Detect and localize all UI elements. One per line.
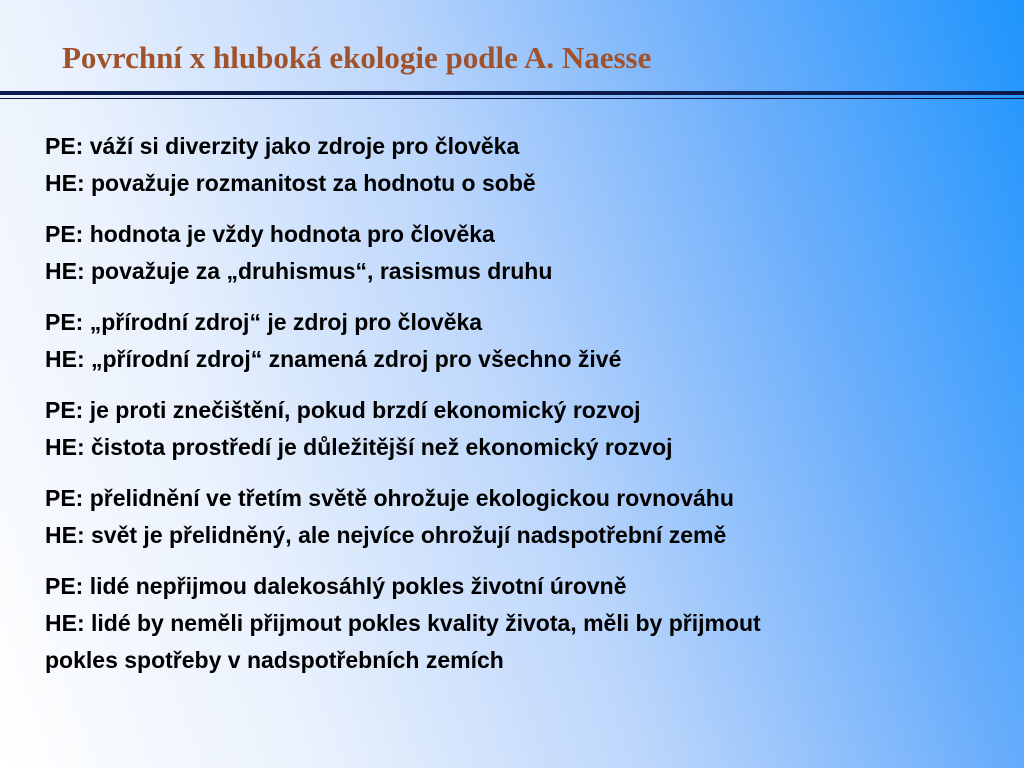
pe-statement: PE: hodnota je vždy hodnota pro člověka (45, 221, 495, 247)
he-statement: HE: „přírodní zdroj“ znamená zdroj pro všechno živé (45, 346, 622, 372)
pe-statement: PE: je proti znečištění, pokud brzdí ekonomický rozvoj (45, 397, 641, 423)
comparison-pair (45, 480, 1005, 554)
comparison-pair (45, 392, 1005, 466)
comparison-pair (45, 568, 1005, 679)
comparison-pair (45, 128, 1005, 202)
title-divider-thick (0, 91, 1024, 95)
comparison-pair (45, 304, 1005, 378)
title-divider-thin (0, 98, 1024, 99)
he-statement-continued: pokles spotřeby v nadspotřebních zemích (45, 647, 504, 673)
pe-statement: PE: váží si diverzity jako zdroje pro člověka (45, 133, 520, 159)
pe-statement: PE: přelidnění ve třetím světě ohrožuje ekologickou rovnováhu (45, 485, 734, 511)
he-statement: HE: svět je přelidněný, ale nejvíce ohrožují nadspotřební země (45, 522, 727, 548)
comparison-list (45, 128, 1005, 693)
comparison-pair (45, 216, 1005, 290)
pe-statement: PE: „přírodní zdroj“ je zdroj pro člověka (45, 309, 483, 335)
he-statement: HE: lidé by neměli přijmout pokles kvality života, měli by přijmout (45, 610, 761, 636)
slide-title: Povrchní x hluboká ekologie podle A. Naesse (62, 40, 652, 75)
he-statement: HE: považuje rozmanitost za hodnotu o sobě (45, 170, 536, 196)
he-statement: HE: čistota prostředí je důležitější než ekonomický rozvoj (45, 434, 673, 460)
pe-statement: PE: lidé nepřijmou dalekosáhlý pokles životní úrovně (45, 573, 627, 599)
he-statement: HE: považuje za „druhismus“, rasismus druhu (45, 258, 553, 284)
